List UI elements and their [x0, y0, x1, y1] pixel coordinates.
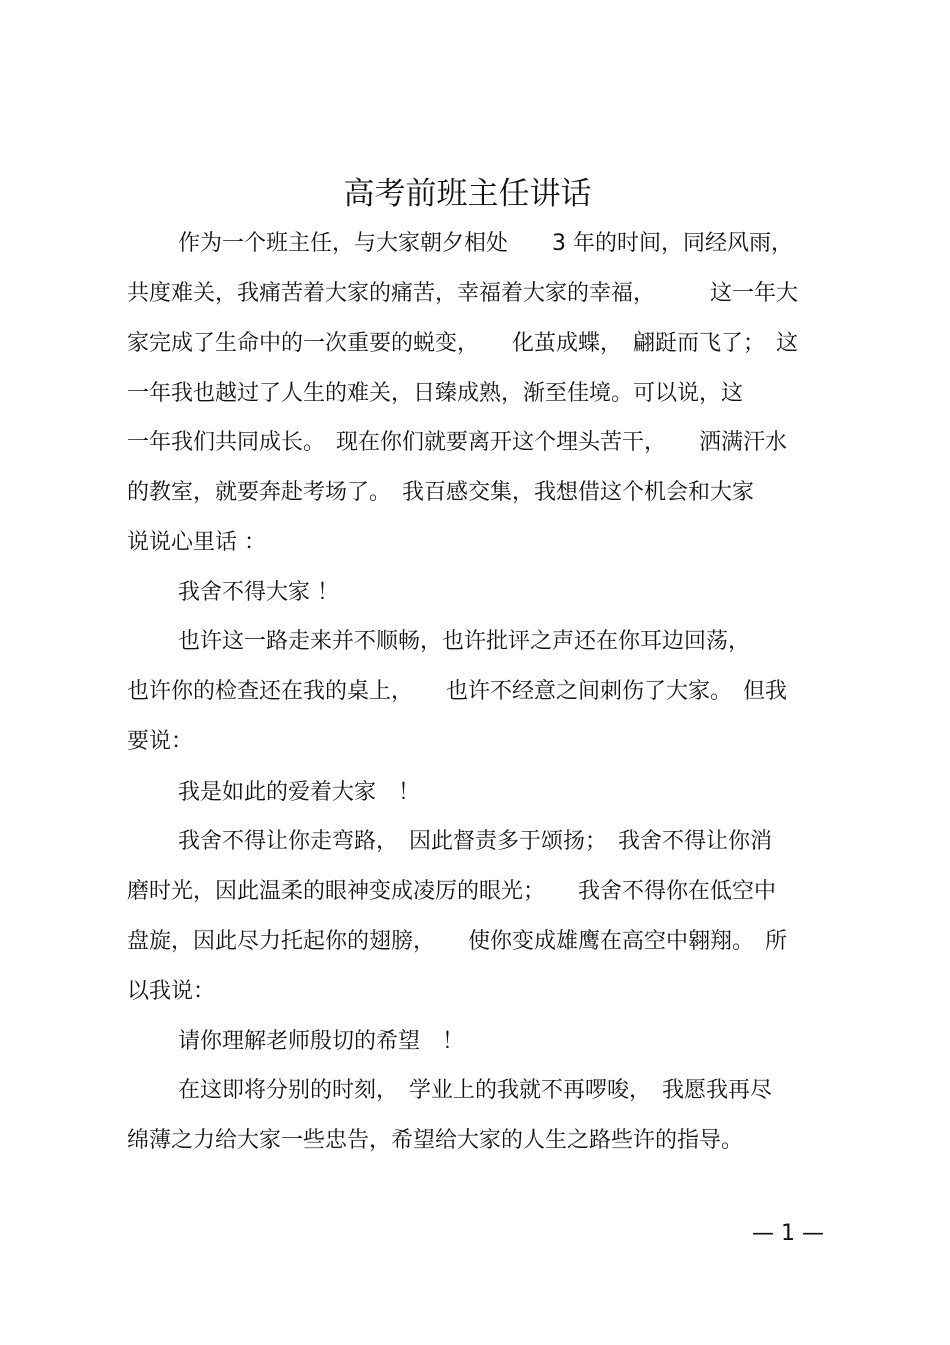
- paragraph-line: 也许这一路走来并不顺畅，也许批评之声还在你耳边回荡，: [178, 629, 751, 654]
- paragraph-line: 也许你的检查还在我的桌上， 也许不经意之间刺伤了大家。 但我: [127, 679, 788, 704]
- paragraph-line: 要说：: [127, 729, 194, 754]
- document-title: 高考前班主任讲话: [343, 176, 592, 212]
- paragraph-line: 一年我也越过了人生的难关，日臻成熟，渐至佳境。可以说，这: [127, 381, 744, 406]
- paragraph-line: 以我说：: [127, 979, 216, 1004]
- paragraph-line: 共度难关，我痛苦着大家的痛苦，幸福着大家的幸福， 这一年大: [127, 281, 799, 306]
- paragraph-line: 盘旋，因此尽力托起你的翅膀， 使你变成雄鹰在高空中翱翔。 所: [127, 929, 788, 954]
- page-number: — 1 —: [752, 1221, 824, 1246]
- paragraph-line: 一年我们共同成长。 现在你们就要离开这个埋头苦干， 洒满汗水: [127, 430, 788, 455]
- paragraph-line: 我舍不得让你走弯路， 因此督责多于颂扬； 我舍不得让你消: [178, 829, 773, 854]
- paragraph-line: 家完成了生命中的一次重要的蜕变， 化茧成蝶， 翩跹而飞了； 这: [127, 331, 799, 356]
- paragraph-line: 磨时光，因此温柔的眼神变成凌厉的眼光； 我舍不得你在低空中: [127, 879, 777, 904]
- paragraph-line: 我是如此的爱着大家 ！: [178, 780, 421, 805]
- paragraph-line: 绵薄之力给大家一些忠告，希望给大家的人生之路些许的指导。: [127, 1128, 744, 1153]
- paragraph-line: 请你理解老师殷切的希望 ！: [178, 1029, 465, 1054]
- paragraph-line: 说说心里话 ：: [127, 530, 266, 555]
- paragraph-line: 的教室，就要奔赴考场了。 我百感交集，我想借这个机会和大家: [127, 480, 755, 505]
- paragraph-line: 在这即将分别的时刻， 学业上的我就不再啰唆， 我愿我再尽: [178, 1078, 773, 1103]
- paragraph-line: 作为一个班主任，与大家朝夕相处 3 年的时间，同经风雨，: [178, 231, 793, 256]
- paragraph-line: 我舍不得大家 ！: [178, 580, 339, 605]
